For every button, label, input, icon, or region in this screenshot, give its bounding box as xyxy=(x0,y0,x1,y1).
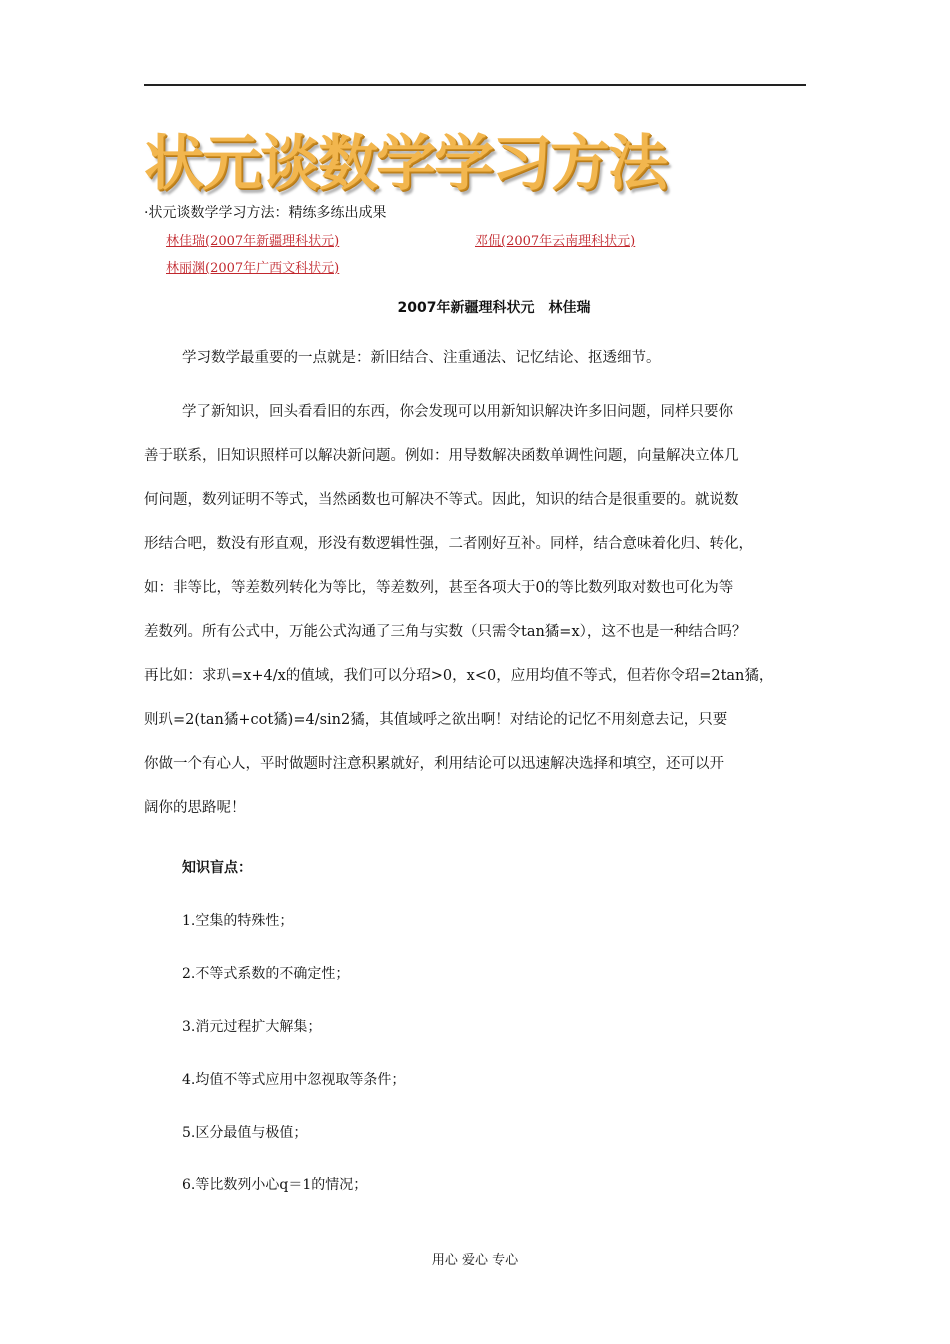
paragraph-line: 学了新知识，回头看看旧的东西，你会发现可以用新知识解决许多旧问题，同样只要你 xyxy=(182,404,733,420)
paragraph-line: 如：非等比，等差数列转化为等比，等差数列，甚至各项大于0的等比数列取对数也可化为等 xyxy=(144,580,734,596)
paragraph-line: 善于联系，旧知识照样可以解决新问题。例如：用导数解决函数单调性问题，向量解决立体几 xyxy=(144,448,739,464)
paragraph-line: 再比如：求玐=x+4/x的值域，我们可以分玿>0，x<0，应用均值不等式，但若你令玿=2tan獝， xyxy=(144,668,774,684)
blind-spots-title: 知识盲点： xyxy=(182,860,252,876)
header-rule xyxy=(144,84,806,86)
blind-spot-item: 4.均值不等式应用中忽视取等条件； xyxy=(182,1072,406,1088)
paragraph-line: 形结合吧，数没有形直观，形没有数逻辑性强，二者刚好互补。同样，结合意味着化归、转化， xyxy=(144,536,753,552)
blind-spot-item: 2.不等式系数的不确定性； xyxy=(182,966,350,982)
link-lin-jiarui[interactable]: 林佳瑞(2007年新疆理科状元) xyxy=(166,234,340,249)
paragraph-line: 则玐=2(tan獝+cot獝)=4/sin2獝，其值域呼之欲出啊！对结论的记忆不用刻意去记，只要 xyxy=(144,712,728,728)
subtitle: ·状元谈数学学习方法：精练多练出成果 xyxy=(144,205,387,221)
paragraph-line: 阔你的思路呢！ xyxy=(144,800,246,816)
paragraph-line: 何问题，数列证明不等式，当然函数也可解决不等式。因此，知识的结合是很重要的。就说数 xyxy=(144,492,739,508)
blind-spot-item: 5.区分最值与极值； xyxy=(182,1125,308,1141)
page-footer: 用心 爱心 专心 xyxy=(431,1253,519,1268)
section-heading: 2007年新疆理科状元 林佳瑞 xyxy=(397,300,591,316)
link-lin-liyuan[interactable]: 林丽渊(2007年广西文科状元) xyxy=(166,261,340,276)
paragraph-2 xyxy=(144,401,810,841)
paragraph-line: 你做一个有心人，平时做题时注意积累就好，利用结论可以迅速解决选择和填空，还可以开 xyxy=(144,756,724,772)
blind-spot-item: 1.空集的特殊性； xyxy=(182,913,294,929)
document-title: 状元谈数学学习方法 xyxy=(144,129,666,199)
link-deng-kan[interactable]: 邓侃(2007年云南理科状元) xyxy=(475,234,636,249)
paragraph-line: 差数列。所有公式中，万能公式沟通了三角与实数（只需令tan獝=x），这不也是一种结合吗？ xyxy=(144,624,747,640)
paragraph-line: 学习数学最重要的一点就是：新旧结合、注重通法、记忆结论、抠透细节。 xyxy=(182,350,661,366)
blind-spot-item: 6.等比数列小心q＝1的情况； xyxy=(182,1177,368,1193)
blind-spot-item: 3.消元过程扩大解集； xyxy=(182,1019,322,1035)
paragraph-1 xyxy=(144,347,810,391)
